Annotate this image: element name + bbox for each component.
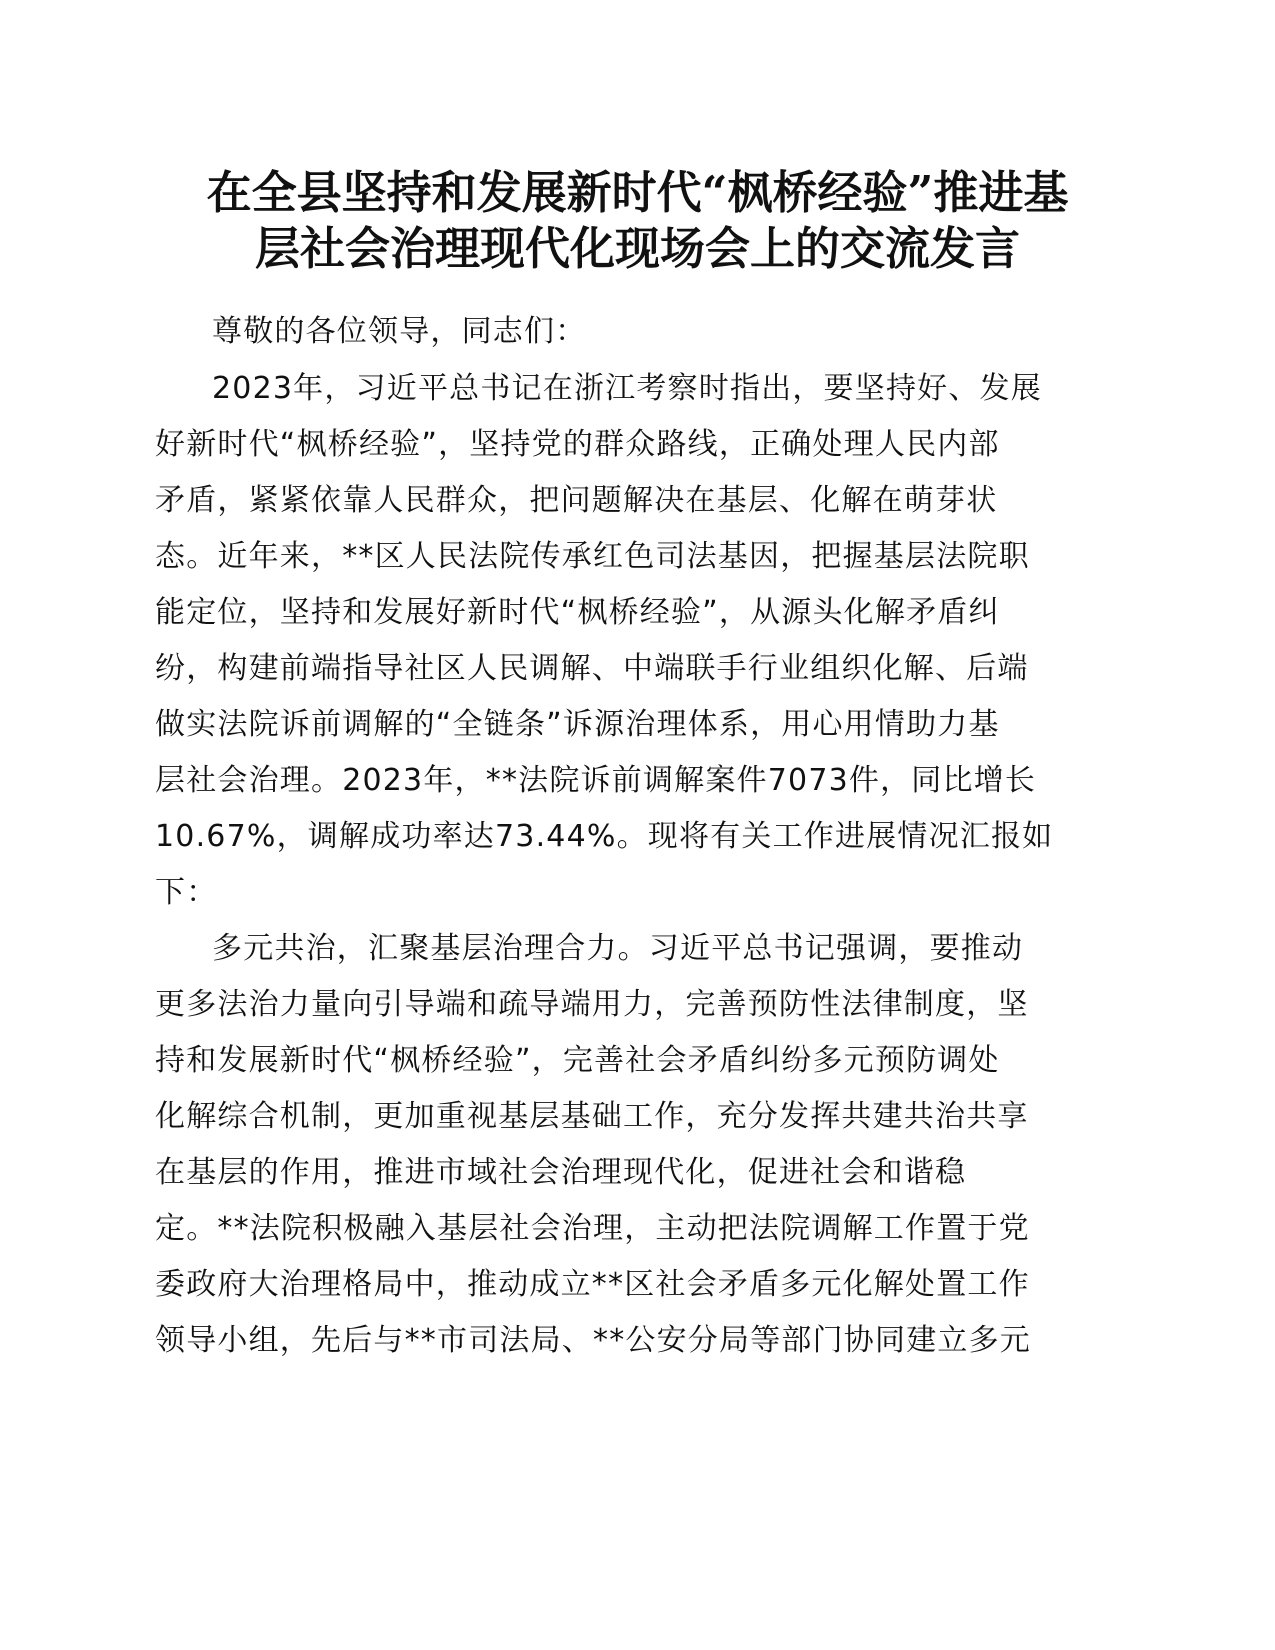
- paragraph-2-line: 定。**法院积极融入基层社会治理，主动把法院调解工作置于党: [155, 1211, 1030, 1246]
- title-line-1: 在全县坚持和发展新时代“枫桥经验”推进基: [206, 166, 1069, 219]
- paragraph-1-line: 能定位，坚持和发展好新时代“枫桥经验”，从源头化解矛盾纠: [155, 595, 1000, 630]
- paragraph-1-line: 矛盾，紧紧依靠人民群众，把问题解决在基层、化解在萌芽状: [155, 483, 998, 518]
- paragraph-1-line: 纷，构建前端指导社区人民调解、中端联手行业组织化解、后端: [155, 651, 1029, 686]
- paragraph-1-line: 10.67%，调解成功率达73.44%。现将有关工作进展情况汇报如: [155, 819, 1054, 854]
- paragraph-1-line: 2023年，习近平总书记在浙江考察时指出，要坚持好、发展: [212, 371, 1042, 406]
- paragraph-1-line: 下：: [155, 875, 218, 910]
- paragraph-1-line: 好新时代“枫桥经验”，坚持党的群众路线，正确处理人民内部: [155, 427, 1000, 462]
- paragraph-2-line: 领导小组，先后与**市司法局、**公安分局等部门协同建立多元: [155, 1323, 1031, 1358]
- title-line-2: 层社会治理现代化现场会上的交流发言: [254, 222, 1020, 275]
- document-title: [150, 165, 1125, 277]
- paragraph-2-line: 多元共治，汇聚基层治理合力。习近平总书记强调，要推动: [212, 931, 1024, 966]
- paragraph-2-line: 委政府大治理格局中，推动成立**区社会矛盾多元化解处置工作: [155, 1267, 1030, 1302]
- paragraph-1-line: 层社会治理。2023年，**法院诉前调解案件7073件，同比增长: [155, 763, 1037, 798]
- paragraph-2-line: 在基层的作用，推进市域社会治理现代化，促进社会和谐稳: [155, 1155, 967, 1190]
- paragraph-2-line: 化解综合机制，更加重视基层基础工作，充分发挥共建共治共享: [155, 1099, 1029, 1134]
- paragraph-1-line: 态。近年来，**区人民法院传承红色司法基因，把握基层法院职: [155, 539, 1030, 574]
- paragraph-2-line: 更多法治力量向引导端和疏导端用力，完善预防性法律制度，坚: [155, 987, 1029, 1022]
- paragraph-2-line: 持和发展新时代“枫桥经验”，完善社会矛盾纠纷多元预防调处: [155, 1043, 1000, 1078]
- paragraph-1-line: 做实法院诉前调解的“全链条”诉源治理体系，用心用情助力基: [155, 707, 1000, 742]
- salutation: 尊敬的各位领导，同志们：: [212, 314, 587, 349]
